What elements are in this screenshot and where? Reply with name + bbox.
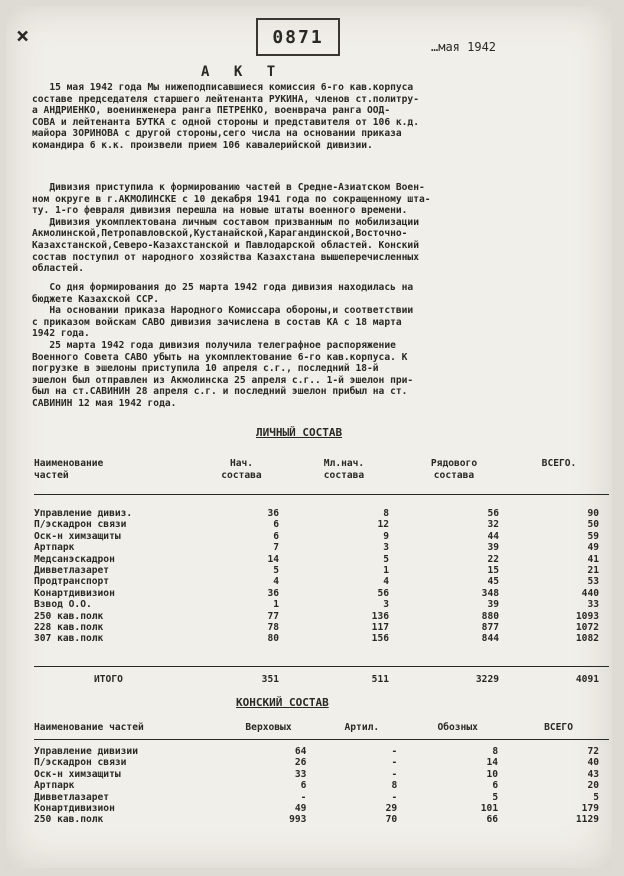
value-cell: 5 — [593, 791, 599, 803]
value-cell: 15 — [487, 565, 499, 577]
unit-name-cell: Дивветлазарет — [34, 565, 110, 577]
value-cell: 80 — [267, 633, 279, 645]
personnel-header-rule — [34, 494, 609, 495]
value-cell: - — [391, 757, 398, 769]
personnel-total-row — [34, 670, 609, 685]
value-cell: 14 — [267, 553, 279, 565]
value-cell: 43 — [587, 768, 599, 780]
value-cell: 9 — [383, 530, 389, 542]
value-cell: 6 — [300, 780, 307, 792]
personnel-heading: ЛИЧНЫЙ СОСТАВ — [256, 426, 343, 439]
value-cell: - — [391, 791, 398, 803]
value-cell: 1 — [273, 599, 279, 611]
formation-paragraph: Дивизия приступила к формированию частей в Средне-Азиатском Воен- ном округе в г.АКМОЛИНСКЕ с 10 декабря 1941 года по сокращенному шта- ту. 1-го февраля дивизия перешла на новые штаты военного времени. Дивизия укомплектована личным составом призванным по мобилизации Акмолинской,Петропавловской,Кустанайской,Карагандинской,Восточно- Казахстанской,Северо-Казахстанской и Павлодарской областей. Конский состав поступил от народного хозяйства Казахстана вышеперечисленных областей. — [32, 182, 431, 275]
value-cell: 49 — [294, 803, 307, 815]
value-cell: 5 — [383, 553, 389, 565]
table-row — [34, 588, 609, 599]
unit-name-cell: Конартдивизион — [34, 587, 115, 599]
value-cell: 880 — [481, 610, 499, 622]
table-row — [34, 531, 609, 542]
table-row — [34, 757, 609, 768]
value-cell: 32 — [487, 519, 499, 531]
table-row — [34, 769, 609, 780]
table-row — [34, 542, 609, 553]
value-cell: 78 — [267, 622, 279, 634]
personnel-header-row — [34, 458, 609, 482]
table-row — [34, 554, 609, 565]
unit-name-cell: 250 кав.полк — [34, 814, 104, 826]
unit-name-cell: П/эскадрон связи — [34, 519, 127, 531]
value-cell: 41 — [587, 553, 599, 565]
unit-name-cell: Дивветлазарет — [34, 791, 110, 803]
value-cell: 20 — [587, 780, 599, 792]
value-cell: 56 — [487, 508, 499, 519]
table-row — [34, 792, 609, 803]
table-row — [34, 780, 609, 791]
horses-table — [34, 722, 609, 826]
total-privates: 3229 — [475, 674, 499, 685]
value-cell: - — [391, 746, 398, 757]
value-cell: 45 — [487, 576, 499, 588]
deployment-paragraph: Со дня формирования до 25 марта 1942 года дивизия находилась на бюджете Казахской ССР. На основании приказа Народного Комиссара обороны,и соответствии с приказом войскам САВО дивизия зачислена в состав КА с 18 марта 1942 года. 25 марта 1942 года дивизия получила телеграфное распоряжение Военного Совета САВО убыть на укомплектование 6-го кав.корпуса. К погрузке в эшелоны приступила 10 апреля с.г., последний 18-й эшелон был отправлен из Акмолинска 25 апреля с.г.. 1-й эшелон при- был на ст.САВИНИН 28 апреля с.г. и последний эшелон прибыл на ст. САВИНИН 12 мая 1942 года. — [32, 282, 414, 409]
value-cell: 53 — [587, 576, 599, 588]
value-cell: 7 — [273, 542, 279, 554]
personnel-total-table — [34, 670, 609, 685]
value-cell: 6 — [273, 519, 279, 531]
value-cell: 3 — [383, 542, 389, 554]
value-cell: 66 — [486, 814, 499, 826]
horses-header-rule — [34, 739, 609, 740]
value-cell: 5 — [273, 565, 279, 577]
table-row — [34, 576, 609, 587]
value-cell: 1072 — [575, 622, 599, 634]
document-reference: …мая 1942 — [431, 40, 497, 54]
value-cell: 4 — [383, 576, 389, 588]
archive-stamp: 0871 — [256, 18, 340, 56]
value-cell: 1082 — [575, 633, 599, 645]
value-cell: 64 — [294, 746, 307, 757]
value-cell: 36 — [267, 587, 279, 599]
personnel-col-total: ВСЕГО. — [541, 458, 577, 469]
table-row — [34, 803, 609, 814]
unit-name-cell: 250 кав.полк — [34, 610, 104, 622]
value-cell: 50 — [587, 519, 599, 531]
horses-col-name: Наименование частей — [34, 722, 144, 733]
value-cell: 348 — [481, 587, 499, 599]
corner-mark: × — [16, 24, 30, 49]
personnel-col-name: Наименование частей — [34, 458, 104, 481]
horses-col-draught: Обозных — [437, 722, 478, 733]
value-cell: 136 — [371, 610, 389, 622]
value-cell: 77 — [267, 610, 279, 622]
total-all: 4091 — [575, 674, 599, 685]
horses-col-total: ВСЕГО — [544, 722, 573, 733]
value-cell: 6 — [492, 780, 499, 792]
table-row — [34, 611, 609, 622]
horses-header-row — [34, 722, 609, 734]
table-row — [34, 565, 609, 576]
total-officers: 351 — [261, 674, 279, 685]
unit-name-cell: Артпарк — [34, 542, 75, 554]
value-cell: 49 — [587, 542, 599, 554]
value-cell: 39 — [487, 542, 499, 554]
value-cell: 29 — [385, 803, 398, 815]
unit-name-cell: Управление дивизии — [34, 746, 138, 757]
total-label: ИТОГО — [94, 674, 123, 685]
value-cell: 844 — [481, 633, 499, 645]
value-cell: 10 — [486, 768, 499, 780]
value-cell: 14 — [486, 757, 499, 769]
value-cell: 1 — [383, 565, 389, 577]
document-page — [6, 6, 612, 868]
value-cell: 117 — [371, 622, 389, 634]
unit-name-cell: 307 кав.полк — [34, 633, 104, 645]
unit-name-cell: Артпарк — [34, 780, 75, 792]
horses-col-riding: Верховых — [245, 722, 292, 733]
value-cell: 59 — [587, 530, 599, 542]
table-row — [34, 508, 609, 519]
unit-name-cell: П/эскадрон связи — [34, 757, 127, 769]
value-cell: 12 — [377, 519, 389, 531]
value-cell: 36 — [267, 508, 279, 519]
document-title: А К Т — [201, 64, 284, 80]
unit-name-cell: Взвод О.О. — [34, 599, 92, 611]
table-row — [34, 746, 609, 757]
unit-name-cell: Продтранспорт — [34, 576, 110, 588]
value-cell: - — [300, 791, 307, 803]
unit-name-cell: Оск-н химзащиты — [34, 768, 121, 780]
personnel-col-officers: Нач. состава — [221, 458, 262, 481]
value-cell: 5 — [492, 791, 499, 803]
value-cell: 33 — [294, 768, 307, 780]
value-cell: 1129 — [575, 814, 599, 826]
value-cell: 22 — [487, 553, 499, 565]
value-cell: 44 — [487, 530, 499, 542]
value-cell: 56 — [377, 587, 389, 599]
unit-name-cell: Управление дивиз. — [34, 508, 133, 519]
value-cell: 90 — [587, 508, 599, 519]
value-cell: 8 — [391, 780, 398, 792]
personnel-table — [34, 458, 609, 645]
value-cell: 21 — [587, 565, 599, 577]
table-row — [34, 519, 609, 530]
table-row — [34, 814, 609, 825]
value-cell: 8 — [383, 508, 389, 519]
personnel-col-nco: Мл.нач. состава — [323, 458, 365, 481]
table-row — [34, 622, 609, 633]
personnel-col-privates: Рядового состава — [430, 458, 478, 481]
value-cell: 6 — [273, 530, 279, 542]
value-cell: 33 — [587, 599, 599, 611]
horses-col-artillery: Артил. — [344, 722, 380, 733]
value-cell: 1093 — [575, 610, 599, 622]
value-cell: 70 — [385, 814, 398, 826]
value-cell: 72 — [587, 746, 599, 757]
value-cell: 26 — [294, 757, 307, 769]
value-cell: 156 — [371, 633, 389, 645]
value-cell: 39 — [487, 599, 499, 611]
table-row — [34, 599, 609, 610]
unit-name-cell: 228 кав.полк — [34, 622, 104, 634]
unit-name-cell: Конартдивизион — [34, 803, 115, 815]
value-cell: 8 — [492, 746, 499, 757]
unit-name-cell: Медсанэскадрон — [34, 553, 115, 565]
value-cell: 440 — [581, 587, 599, 599]
value-cell: - — [391, 768, 398, 780]
value-cell: 40 — [587, 757, 599, 769]
horses-heading: КОНСКИЙ СОСТАВ — [236, 696, 329, 709]
unit-name-cell: Оск-н химзащиты — [34, 530, 121, 542]
intro-paragraph: 15 мая 1942 года Мы нижеподписавшиеся комиссия 6-го кав.корпуса составе председателя старшего лейтенанта РУКИНА, членов ст.политру- а АНДРИЕНКО, военинженера ранга ПЕТРЕНКО, военврача ранга ООД- СОВА и лейтенанта БУТКА с одной стороны и представителя от 106 к.д. майора ЗОРИНОВА с другой стороны,сего числа на основании приказа командира 6 к.к. произвели прием 106 кавалерийской дивизии. — [32, 82, 419, 151]
total-nco: 511 — [371, 674, 389, 685]
table-row — [34, 633, 609, 644]
value-cell: 101 — [480, 803, 499, 815]
value-cell: 4 — [273, 576, 279, 588]
personnel-total-rule — [34, 666, 609, 667]
value-cell: 993 — [289, 814, 307, 826]
value-cell: 3 — [383, 599, 389, 611]
value-cell: 179 — [581, 803, 599, 815]
value-cell: 877 — [481, 622, 499, 634]
